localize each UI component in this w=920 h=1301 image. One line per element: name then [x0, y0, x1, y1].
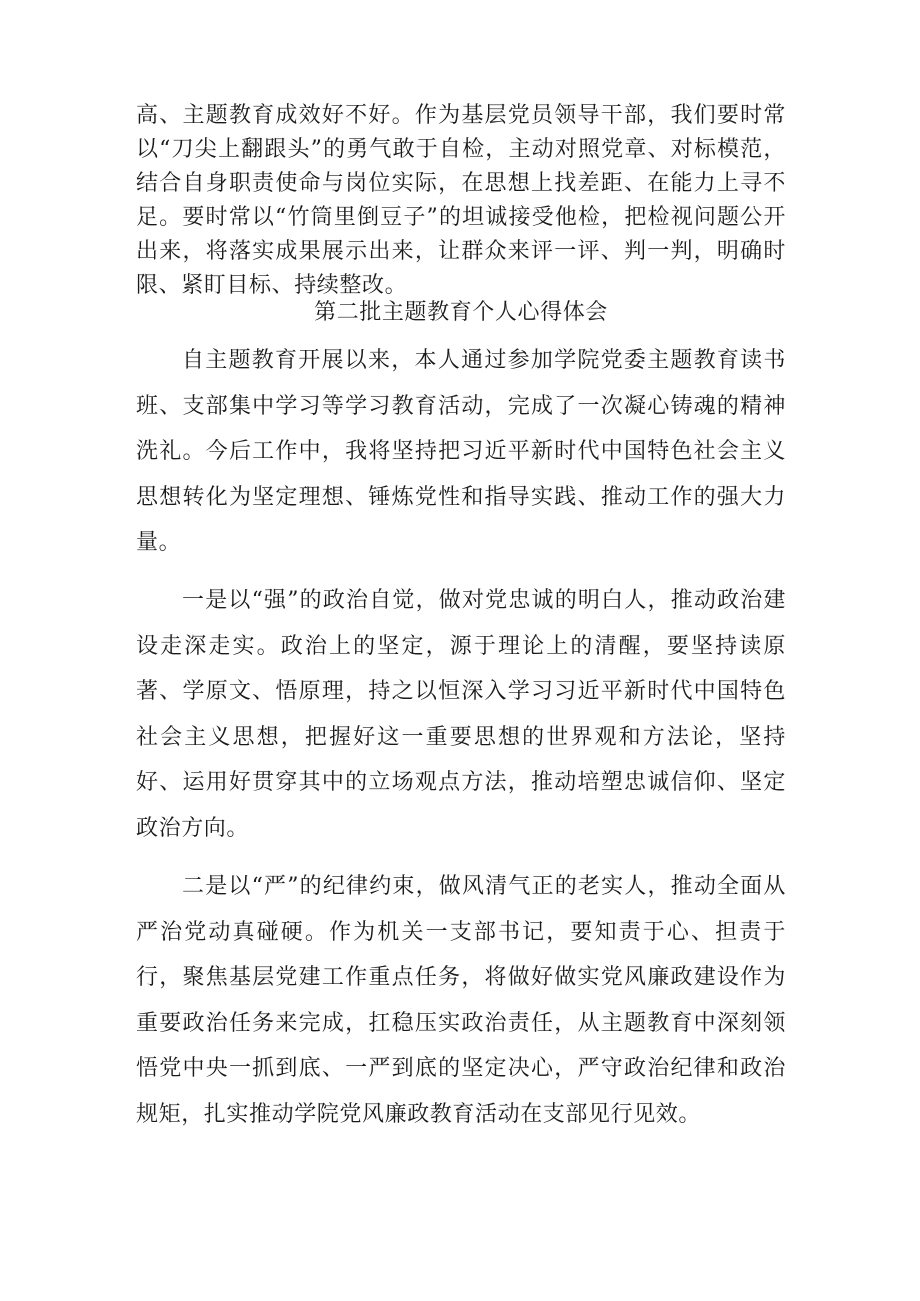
section-title: 第二批主题教育个人心得体会	[314, 300, 608, 325]
paragraph-point-two: 二是以“严”的纪律约束，做风清气正的老实人，推动全面从严治党动真碰硬。作为机关一支部书记，要知责于心、担责于行，聚焦基层党建工作重点任务，将做好做实党风廉政建设作为重要政治任务来完成，扛稳压实政治责任，从主题教育中深刻领悟党中央一抓到底、一严到底的坚定决心，严守政治纪律和政治规矩，扎实推动学院党风廉政教育活动在支部见行见效。	[136, 874, 786, 1127]
paragraph-intro: 自主题教育开展以来，本人通过参加学院党委主题教育读书班、支部集中学习等学习教育活动，完成了一次凝心铸魂的精神洗礼。今后工作中，我将坚持把习近平新时代中国特色社会主义思想转化为坚定理想、锤炼党性和指导实践、推动工作的强大力量。	[136, 348, 786, 555]
paragraph-point-one: 一是以“强”的政治自觉，做对党忠诚的明白人，推动政治建设走深走实。政治上的坚定，源于理论上的清醒，要坚持读原著、学原文、悟原理，持之以恒深入学习习近平新时代中国特色社会主义思想，把握好这一重要思想的世界观和方法论，坚持好、运用好贯穿其中的立场观点方法，推动培塑忠诚信仰、坚定政治方向。	[136, 588, 786, 841]
paragraph-continuation: 高、主题教育成效好不好。作为基层党员领导干部，我们要时常以“刀尖上翻跟头”的勇气敢于自检，主动对照党章、对标模范，结合自身职责使命与岗位实际，在思想上找差距、在能力上寻不足。要时常以“竹筒里倒豆子”的坦诚接受他检，把检视问题公开出来，将落实成果展示出来，让群众来评一评、判一判，明确时限、紧盯目标、持续整改。	[136, 103, 786, 298]
